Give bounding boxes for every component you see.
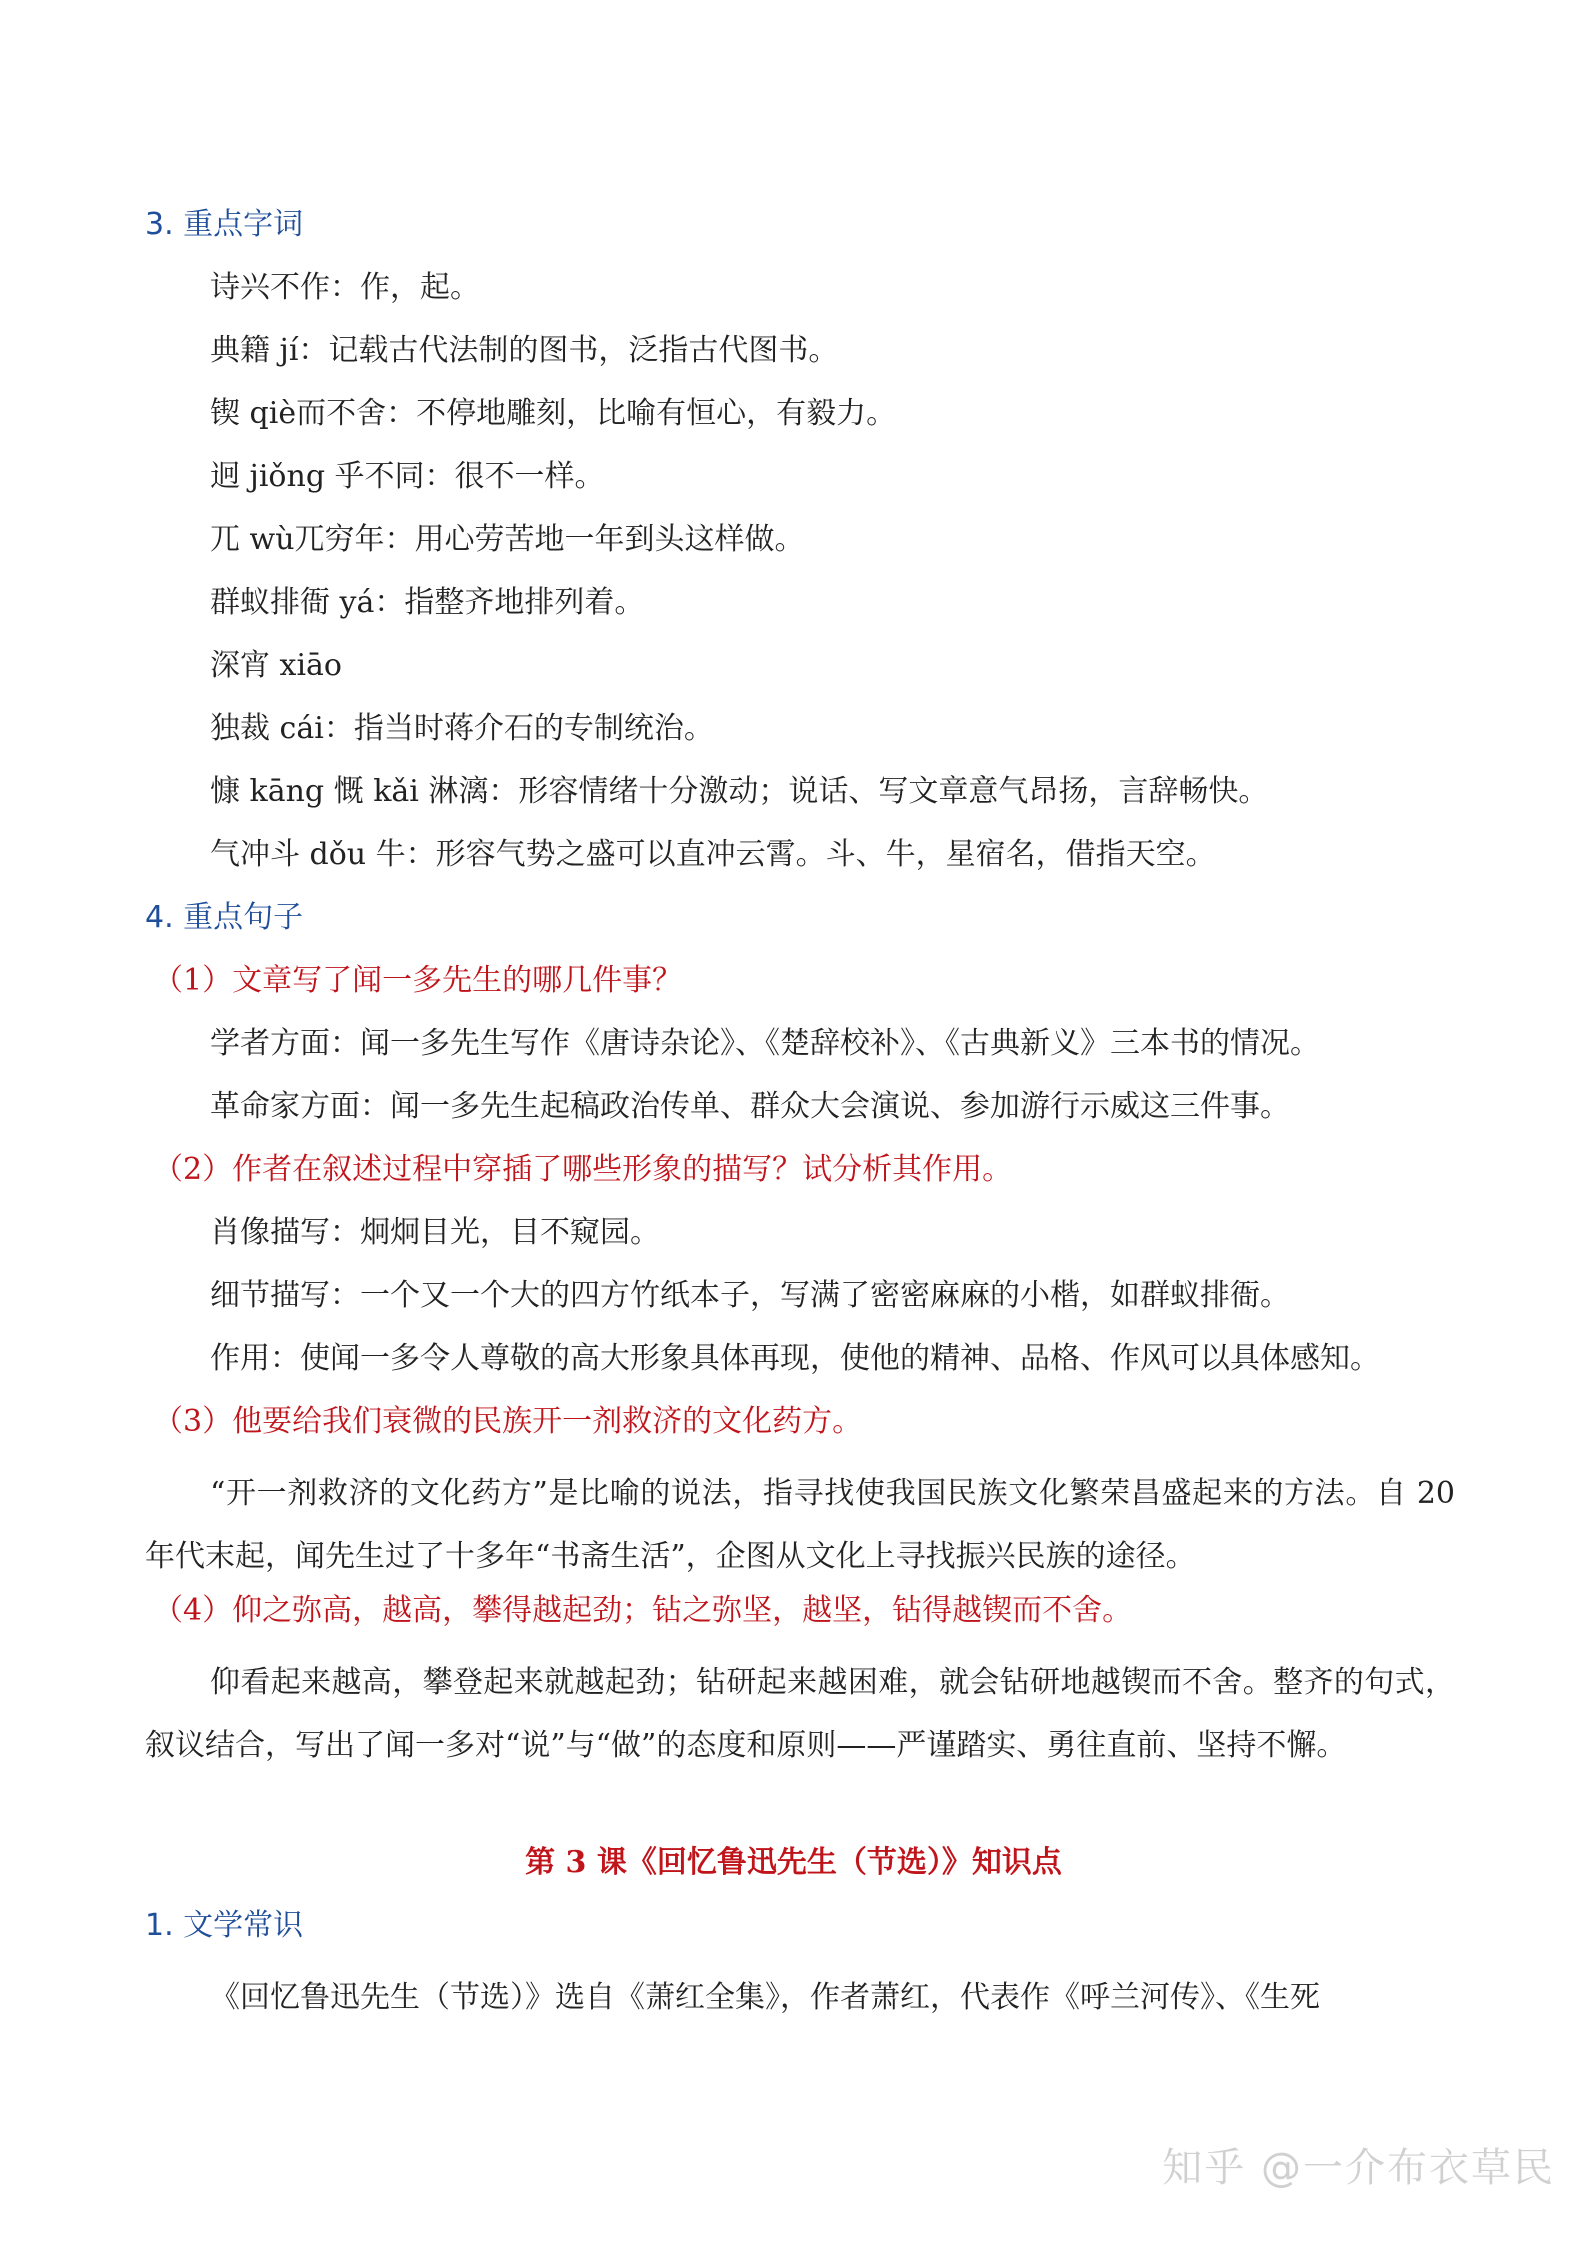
answer-paragraph: “开一剂救济的文化药方”是比喻的说法，指寻找使我国民族文化繁荣昌盛起来的方法。自 20 年代末起，闻先生过了十多年“书斋生活”，企图从文化上寻找振兴民族的途径。: [145, 1476, 1455, 1574]
question-3: （3）他要给我们衰微的民族开一剂救济的文化药方。: [153, 1404, 863, 1439]
word-item: 锲 qiè而不舍：不停地雕刻，比喻有恒心，有毅力。: [210, 396, 897, 431]
watermark: 知乎 @一介布衣草民: [1162, 2145, 1555, 2191]
word-item: 迥 jiǒng 乎不同：很不一样。: [210, 459, 605, 494]
word-item: 群蚁排衙 yá：指整齐地排列着。: [210, 585, 645, 620]
word-item: 兀 wù兀穷年：用心劳苦地一年到头这样做。: [210, 522, 805, 557]
word-item: 气冲斗 dǒu 牛：形容气势之盛可以直冲云霄。斗、牛，星宿名，借指天空。: [210, 837, 1216, 872]
word-item: 慷 kāng 慨 kǎi 淋漓：形容情绪十分激动；说话、写文章意气昂扬，言辞畅快。: [210, 774, 1269, 809]
question-2: （2）作者在叙述过程中穿插了哪些形象的描写？试分析其作用。: [153, 1152, 1013, 1187]
answer-line: 学者方面：闻一多先生写作《唐诗杂论》、《楚辞校补》、《古典新义》三本书的情况。: [210, 1026, 1320, 1061]
answer-line: 革命家方面：闻一多先生起稿政治传单、群众大会演说、参加游行示威这三件事。: [210, 1089, 1290, 1124]
question-4: （4）仰之弥高，越高，攀得越起劲；钻之弥坚，越坚，钻得越锲而不舍。: [153, 1593, 1133, 1628]
word-item: 诗兴不作：作，起。: [210, 270, 480, 305]
section-heading-key-sentences: 4. 重点句子: [145, 900, 304, 935]
answer-line: 肖像描写：炯炯目光，目不窥园。: [210, 1215, 660, 1250]
literary-knowledge-paragraph: 《回忆鲁迅先生（节选）》选自《萧红全集》，作者萧红，代表作《呼兰河传》、《生死: [210, 1980, 1320, 2015]
answer-line: 细节描写：一个又一个大的四方竹纸本子，写满了密密麻麻的小楷，如群蚁排衙。: [210, 1278, 1290, 1313]
word-item: 独裁 cái：指当时蒋介石的专制统治。: [210, 711, 714, 746]
word-item: 典籍 jí：记载古代法制的图书，泛指古代图书。: [210, 333, 839, 368]
answer-paragraph: 仰看起来越高，攀登起来就越起劲；钻研起来越困难，就会钻研地越锲而不舍。整齐的句式，叙议结合，写出了闻一多对“说”与“做”的态度和原则——严谨踏实、勇往直前、坚持不懈。: [145, 1665, 1455, 1763]
question-1: （1）文章写了闻一多先生的哪几件事？: [153, 963, 683, 998]
word-item: 深宵 xiāo: [210, 648, 342, 683]
answer-line: 作用：使闻一多令人尊敬的高大形象具体再现，使他的精神、品格、作风可以具体感知。: [210, 1341, 1380, 1376]
lesson-title: 第 3 课《回忆鲁迅先生（节选）》知识点: [525, 1845, 1062, 1880]
section-heading-key-words: 3. 重点字词: [145, 207, 304, 242]
section-heading-literary-knowledge: 1. 文学常识: [145, 1908, 304, 1943]
